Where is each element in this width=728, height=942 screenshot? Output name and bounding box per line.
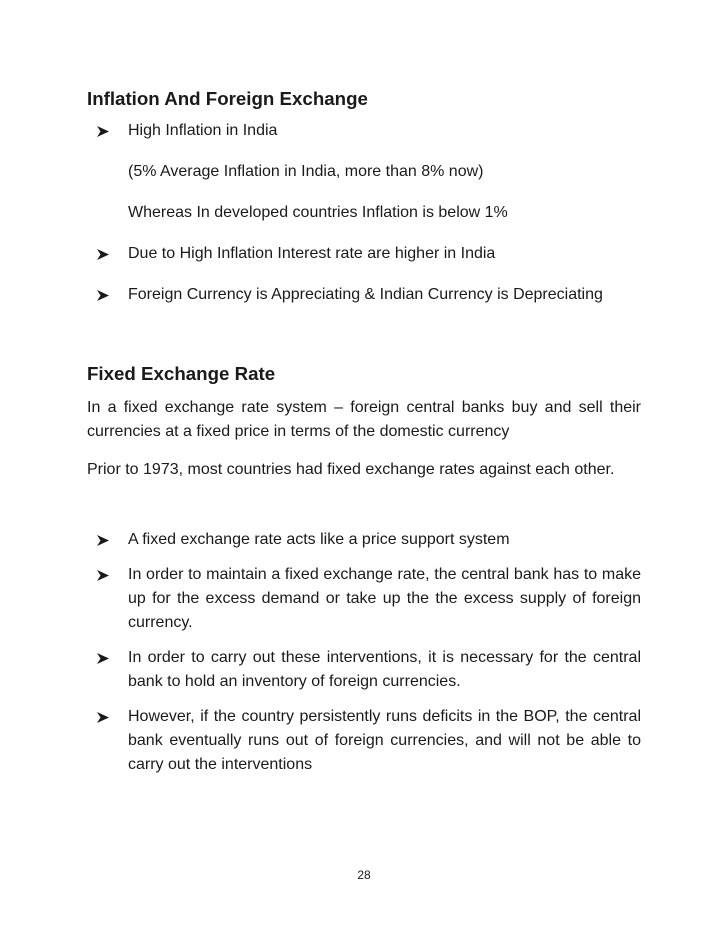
paragraph: Prior to 1973, most countries had fixed exchange rates against each other.	[87, 461, 615, 478]
list-item	[87, 242, 641, 266]
bullet-text: A fixed exchange rate acts like a price support system	[128, 531, 510, 548]
bullet-text: Due to High Inflation Interest rate are higher in India	[128, 245, 496, 262]
page-number: 28	[357, 868, 371, 882]
paragraph: In a fixed exchange rate system – foreign central banks buy and sell their currencies at a fixed price in terms of the domestic currency	[87, 399, 641, 440]
arrowhead-bullet-icon	[96, 534, 110, 547]
inflation-bullet-list-2	[87, 242, 641, 307]
sub-text: (5% Average Inflation in India, more than 8% now)	[128, 163, 484, 180]
arrowhead-bullet-icon	[96, 569, 110, 582]
list-item	[87, 283, 641, 307]
list-item	[87, 119, 641, 143]
list-item	[87, 705, 641, 777]
bullet-text: In order to carry out these interventions, it is necessary for the central bank to hold an inventory of foreign currencies.	[128, 649, 641, 690]
inflation-bullet-list	[87, 119, 641, 143]
list-item	[87, 646, 641, 694]
sub-text: Whereas In developed countries Inflation is below 1%	[128, 204, 508, 221]
section-heading-inflation: Inflation And Foreign Exchange	[87, 88, 368, 109]
bullet-text: However, if the country persistently runs deficits in the BOP, the central bank eventually runs out of foreign currencies, and will not be able to carry out the interventions	[128, 708, 641, 773]
arrowhead-bullet-icon	[96, 652, 110, 665]
list-item	[87, 528, 641, 552]
arrowhead-bullet-icon	[96, 711, 110, 724]
page-content	[87, 88, 641, 777]
arrowhead-bullet-icon	[96, 289, 110, 302]
bullet-text: Foreign Currency is Appreciating & Indian Currency is Depreciating	[128, 286, 603, 303]
bullet-text: High Inflation in India	[128, 122, 278, 139]
bullet-text: In order to maintain a fixed exchange rate, the central bank has to make up for the excess demand or take up the the excess supply of foreign currency.	[128, 566, 641, 631]
list-item	[87, 563, 641, 635]
arrowhead-bullet-icon	[96, 125, 110, 138]
fixed-exchange-bullet-list	[87, 528, 641, 777]
section-heading-fixed-exchange: Fixed Exchange Rate	[87, 363, 276, 384]
arrowhead-bullet-icon	[96, 248, 110, 261]
